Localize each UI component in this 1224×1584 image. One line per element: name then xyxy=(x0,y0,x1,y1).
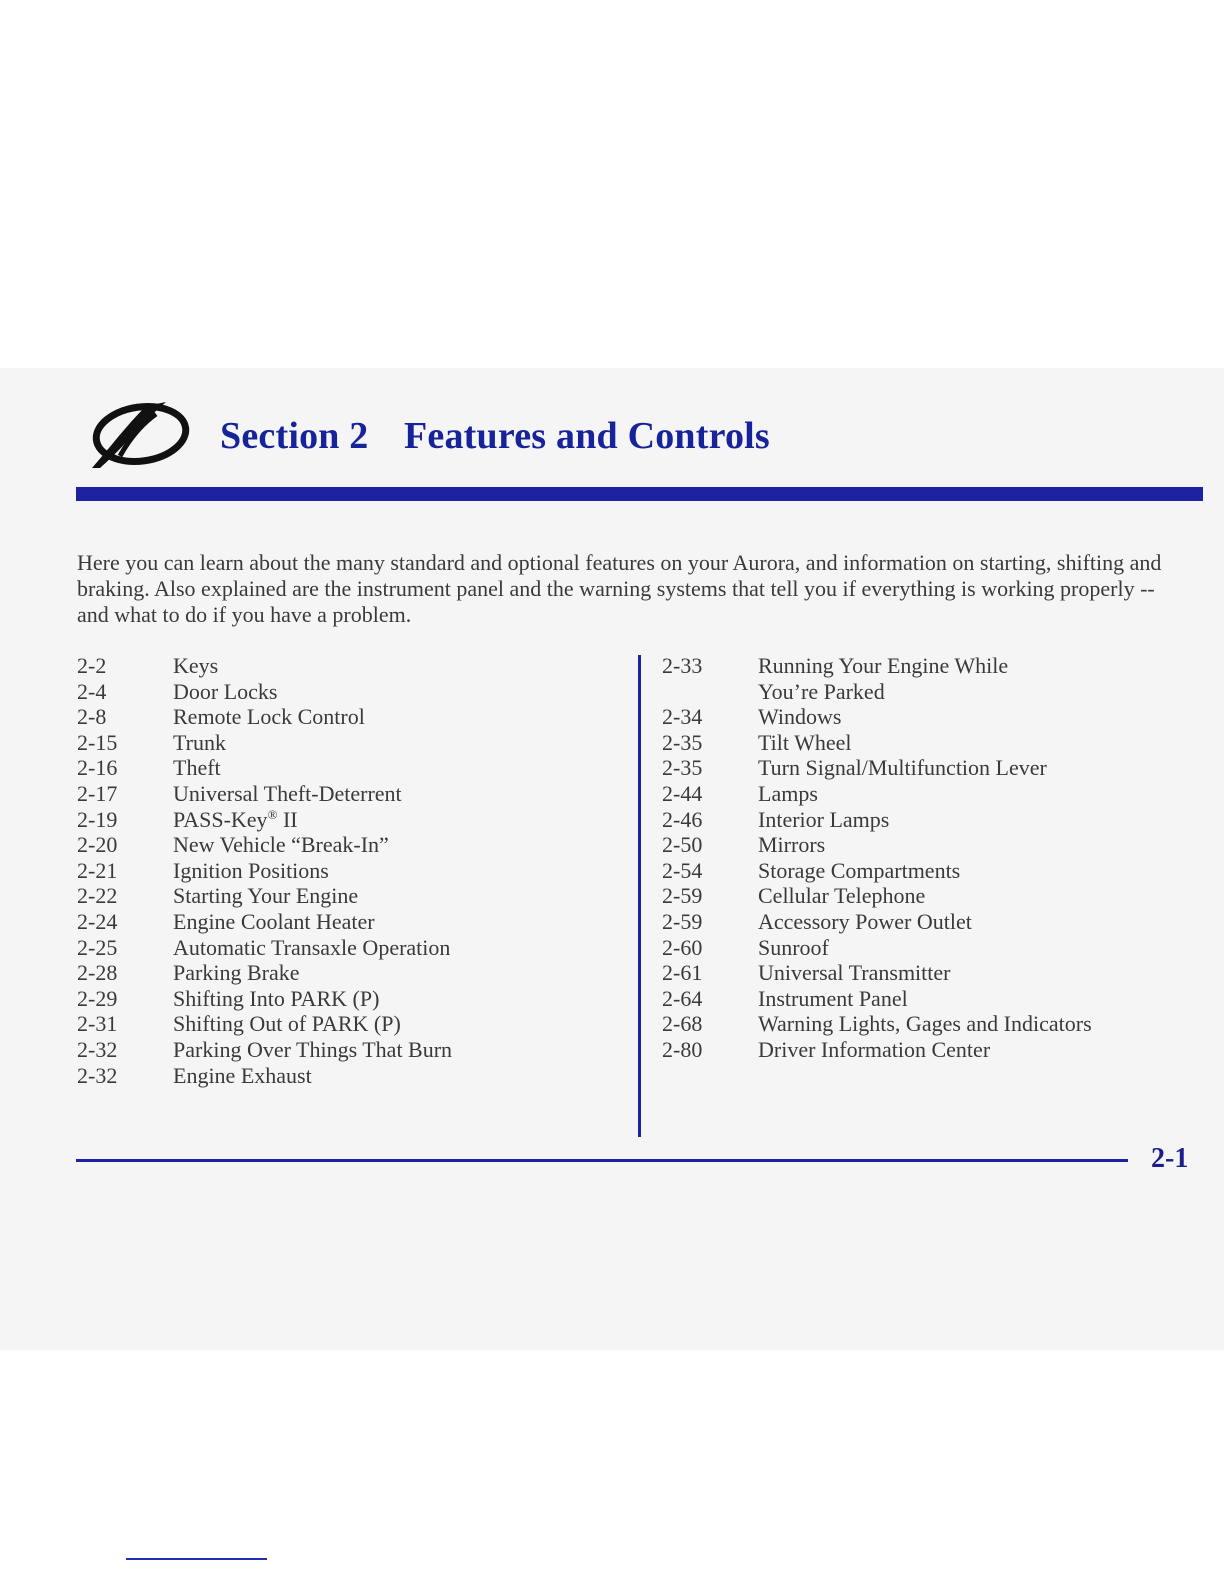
section-heading: Features and Controls xyxy=(404,415,770,457)
toc-entry xyxy=(77,1011,452,1037)
toc-entry xyxy=(77,679,452,705)
toc-entry-title xyxy=(173,679,277,705)
toc-entry-title xyxy=(758,704,841,730)
toc-title-text: Interior Lamps xyxy=(758,806,890,832)
toc-entry xyxy=(662,883,1092,909)
toc-page-number: 2-21 xyxy=(77,857,118,883)
toc-entry-title xyxy=(758,960,951,986)
toc-entry xyxy=(77,1063,452,1089)
toc-entry xyxy=(77,1037,452,1063)
toc-entry-title xyxy=(173,960,299,986)
toc-entry-title xyxy=(173,986,379,1012)
toc-entry xyxy=(77,704,452,730)
toc-entry xyxy=(77,653,452,679)
toc-entry xyxy=(662,935,1092,961)
toc-page-number: 2-54 xyxy=(662,857,703,883)
toc-entry-title xyxy=(173,935,450,961)
toc-entry xyxy=(662,781,1092,807)
toc-entry-title xyxy=(173,1011,401,1037)
toc-entry-title xyxy=(758,986,908,1012)
toc-page-number: 2-17 xyxy=(77,780,118,806)
toc-entry xyxy=(77,960,452,986)
toc-entry-title xyxy=(758,653,1008,679)
toc-title-text: Instrument Panel xyxy=(758,985,908,1011)
toc-entry xyxy=(662,807,1092,833)
section-number: Section 2 xyxy=(220,415,369,457)
toc-title-text: Tilt Wheel xyxy=(758,729,852,755)
toc-page-number: 2-80 xyxy=(662,1036,703,1062)
toc-entry xyxy=(662,909,1092,935)
toc-title-text: PASS-Key xyxy=(173,806,268,832)
toc-entry-title xyxy=(758,679,885,705)
toc-entry-title xyxy=(758,730,852,756)
toc-entry xyxy=(662,960,1092,986)
toc-title-text: Parking Brake xyxy=(173,960,300,986)
toc-page-number: 2-16 xyxy=(77,755,118,781)
toc-page-number: 2-50 xyxy=(662,832,703,858)
toc-page-number: 2-15 xyxy=(77,729,118,755)
toc-entry-title xyxy=(758,1011,1092,1037)
toc-entry xyxy=(662,730,1092,756)
toc-page-number: 2-28 xyxy=(77,960,118,986)
toc-title-text: Starting Your Engine xyxy=(173,883,359,909)
toc-page-number: 2-4 xyxy=(77,678,107,704)
toc-entry-title xyxy=(758,883,925,909)
toc-page-number: 2-32 xyxy=(77,1062,118,1088)
toc-entry-title xyxy=(173,832,389,858)
toc-entry xyxy=(662,832,1092,858)
toc-entry xyxy=(77,755,452,781)
toc-page-number: 2-35 xyxy=(662,755,703,781)
toc-title-text: Automatic Transaxle Operation xyxy=(173,934,451,960)
toc-entry-title xyxy=(173,909,375,935)
toc-entry xyxy=(77,858,452,884)
toc-page-number: 2-33 xyxy=(662,653,703,678)
oldsmobile-rocket-logo-icon xyxy=(86,398,190,472)
toc-title-text: Keys xyxy=(173,653,219,678)
toc-title-text: Windows xyxy=(758,704,842,730)
toc-title-text: Universal Transmitter xyxy=(758,960,951,986)
toc-title-text: Warning Lights, Gages and Indicators xyxy=(758,1011,1092,1037)
toc-title-text: Shifting Into PARK (P) xyxy=(173,985,380,1011)
toc-entry xyxy=(77,986,452,1012)
toc-entry xyxy=(662,653,1092,679)
toc-entry-title xyxy=(173,1037,452,1063)
toc-title-text: Theft xyxy=(173,755,221,781)
toc-page-number: 2-59 xyxy=(662,883,703,909)
toc-entry xyxy=(77,883,452,909)
toc-page-number: 2-2 xyxy=(77,653,107,678)
toc-title-text: Engine Coolant Heater xyxy=(173,908,375,934)
toc-entry-title xyxy=(173,755,221,781)
toc-entry-title xyxy=(173,653,218,679)
toc-title-text: Lamps xyxy=(758,780,818,806)
toc-page-number: 2-35 xyxy=(662,729,703,755)
toc-entry xyxy=(77,832,452,858)
toc-page-number: 2-8 xyxy=(77,704,107,730)
toc-entry-title xyxy=(173,781,402,807)
toc-entry xyxy=(662,1037,1092,1063)
toc-title-text: Shifting Out of PARK (P) xyxy=(173,1011,401,1037)
page-number: 2-1 xyxy=(1151,1143,1189,1174)
section-title xyxy=(220,414,770,458)
toc-title-text: Sunroof xyxy=(758,934,829,960)
toc-page-number: 2-29 xyxy=(77,985,118,1011)
toc-title-text: You’re Parked xyxy=(758,678,885,704)
toc-page-number: 2-25 xyxy=(77,934,118,960)
toc-right-column xyxy=(662,653,1092,1063)
toc-page-number: 2-68 xyxy=(662,1011,703,1037)
toc-entry-title xyxy=(758,858,960,884)
toc-entry xyxy=(662,679,1092,705)
toc-page-number: 2-20 xyxy=(77,832,118,858)
toc-left-column xyxy=(77,653,452,1088)
toc-page-number xyxy=(662,679,758,705)
toc-entry-title xyxy=(173,730,226,756)
toc-entry xyxy=(662,858,1092,884)
toc-page-number: 2-24 xyxy=(77,908,118,934)
toc-entry-title xyxy=(173,858,329,884)
toc-title-text: Engine Exhaust xyxy=(173,1062,312,1088)
toc-page-number: 2-61 xyxy=(662,960,703,986)
toc-entry xyxy=(662,704,1092,730)
toc-entry xyxy=(662,755,1092,781)
toc-title-text: Door Locks xyxy=(173,678,278,704)
toc-title-text: Turn Signal/Multifunction Lever xyxy=(758,755,1047,781)
toc-entry-title xyxy=(173,807,298,833)
toc-page-number: 2-60 xyxy=(662,934,703,960)
footer-rule xyxy=(76,1159,1128,1162)
toc-entry-title xyxy=(758,1037,990,1063)
toc-entry xyxy=(662,1011,1092,1037)
toc-page-number: 2-44 xyxy=(662,780,703,806)
toc-entry xyxy=(77,909,452,935)
toc-page-number: 2-59 xyxy=(662,908,703,934)
toc-entry-title xyxy=(758,781,818,807)
toc-title-text: Cellular Telephone xyxy=(758,883,926,909)
toc-page-number: 2-34 xyxy=(662,704,703,730)
toc-page-number: 2-31 xyxy=(77,1011,118,1037)
toc-page-number: 2-32 xyxy=(77,1036,118,1062)
toc-entry-title xyxy=(758,807,889,833)
toc-entry-title xyxy=(758,832,825,858)
toc-title-text: New Vehicle “Break-In” xyxy=(173,832,389,858)
column-divider xyxy=(638,655,641,1137)
toc-entry-title xyxy=(758,755,1047,781)
toc-page-number: 2-64 xyxy=(662,985,703,1011)
toc-title-text: Remote Lock Control xyxy=(173,704,365,730)
toc-title-text: Mirrors xyxy=(758,832,826,858)
registered-mark: ® xyxy=(267,806,278,822)
toc-entry xyxy=(77,807,452,833)
toc-title-text: Accessory Power Outlet xyxy=(758,908,972,934)
toc-entry xyxy=(77,935,452,961)
toc-entry-title xyxy=(173,704,365,730)
toc-title-text: Ignition Positions xyxy=(173,857,329,883)
toc-title-text: Trunk xyxy=(173,729,226,755)
toc-entry-title xyxy=(758,935,829,961)
toc-entry xyxy=(662,986,1092,1012)
intro-paragraph: Here you can learn about the many standard and optional features on your Aurora, and information on starting, shifting and braking. Also explained are the instrument panel and the warning systems that tell you if everything is working properly -- and what to do if you have a problem. xyxy=(77,550,1162,627)
toc-entry xyxy=(77,781,452,807)
toc-title-text: Running Your Engine While xyxy=(758,653,1009,678)
toc-page-number: 2-46 xyxy=(662,806,703,832)
toc-title-text: Storage Compartments xyxy=(758,857,961,883)
toc-entry xyxy=(77,730,452,756)
toc-page-number: 2-19 xyxy=(77,806,118,832)
toc-title-text: Universal Theft-Deterrent xyxy=(173,780,402,806)
toc-page-number: 2-22 xyxy=(77,883,118,909)
toc-entry-title xyxy=(758,909,972,935)
toc-title-text: Driver Information Center xyxy=(758,1036,991,1062)
header-rule xyxy=(76,487,1203,501)
toc-entry-title xyxy=(173,1063,312,1089)
toc-title-suffix: II xyxy=(277,806,298,832)
toc-title-text: Parking Over Things That Burn xyxy=(173,1036,453,1062)
footnote-rule xyxy=(126,1558,267,1560)
toc-entry-title xyxy=(173,883,358,909)
